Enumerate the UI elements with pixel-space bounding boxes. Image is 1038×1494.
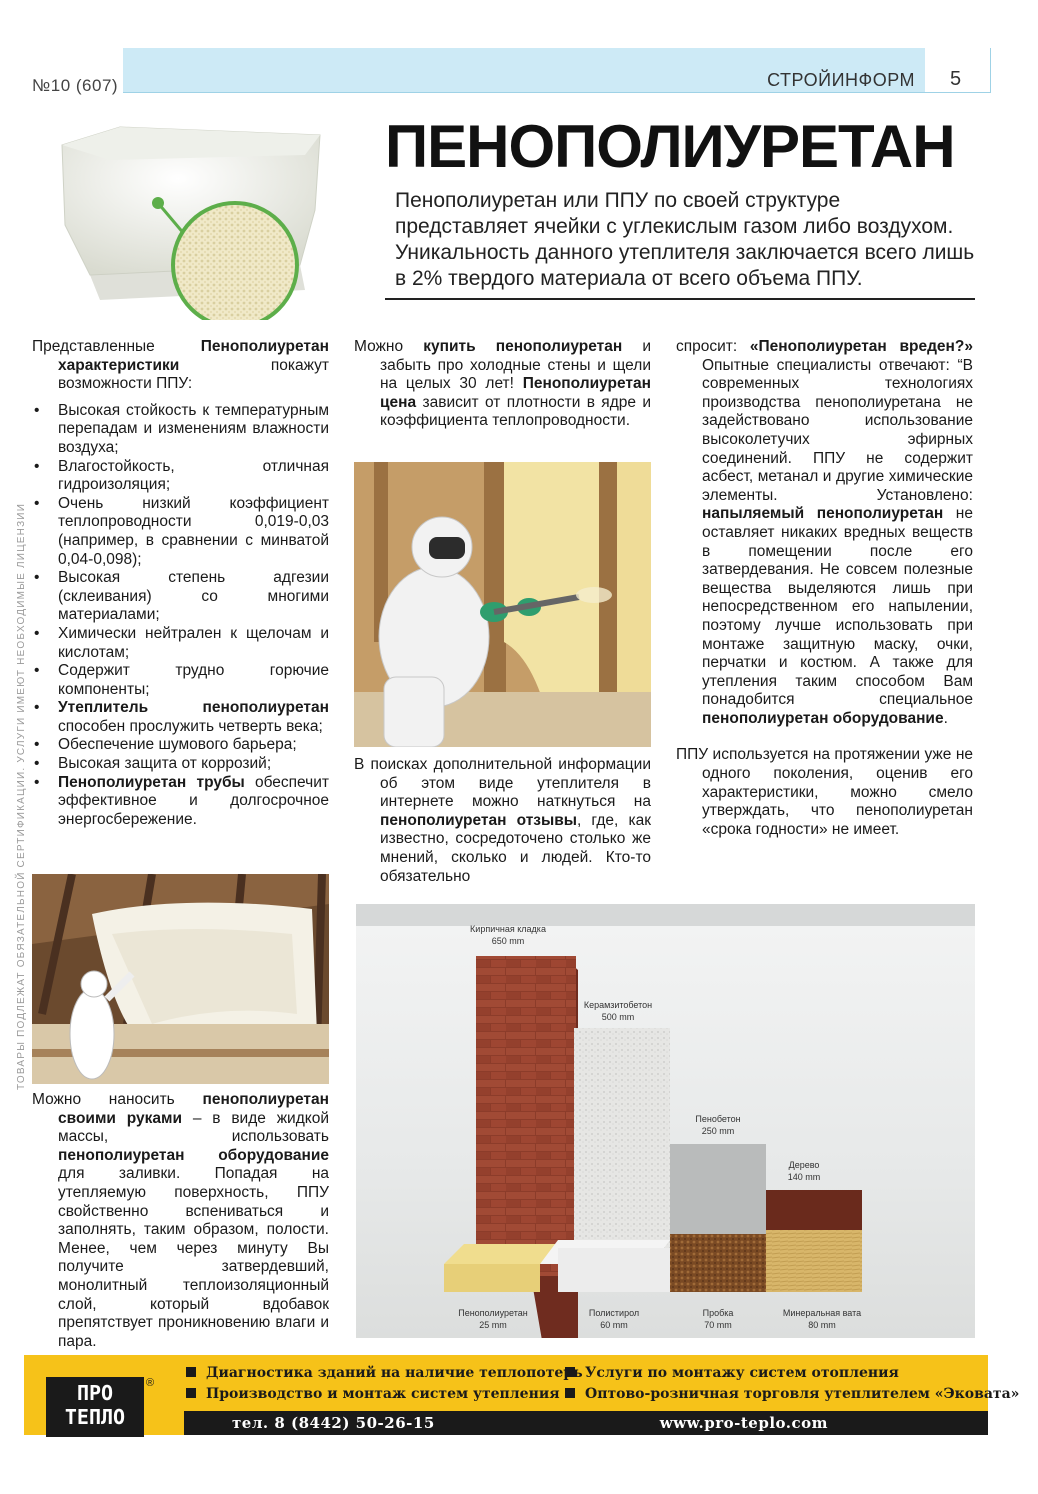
header-divider (990, 48, 991, 92)
thermal-conductivity-infographic (356, 904, 975, 1338)
ad-contact-strip (184, 1411, 988, 1435)
label-cork-size: 70 mm (704, 1320, 732, 1330)
spray-worker-photo (354, 462, 651, 747)
ad-service-2: Услуги по монтажу систем отопления (565, 1365, 899, 1381)
logo-area (38, 1365, 155, 1429)
characteristics-intro (32, 338, 329, 394)
infographic-title-strip (356, 904, 975, 926)
column-1 (32, 338, 329, 829)
label-ppu: Пенополиуретан (458, 1308, 528, 1318)
reviews-paragraph: В поисках дополнительной информации об этом виде утеплителя в интернете можно наткнуться на пенополиуретан отзывы, где, как известно, сосредоточено столько же мнений, сколько и людей. Кто-то обязательно (354, 756, 651, 885)
pro-teplo-logo (46, 1377, 144, 1437)
ad-service-1: Диагностика зданий на наличие теплопотерь (186, 1365, 583, 1381)
cork-block (670, 1234, 766, 1292)
label-expanded-clay-size: 500 mm (601, 1012, 635, 1022)
list-item: • Влагостойкость, отличная гидроизоляция; (32, 458, 329, 495)
foam-sample-image (50, 115, 350, 320)
label-polystyrene: Полистирол (588, 1308, 640, 1318)
rubric-title: СТРОЙИНФОРМ (767, 70, 915, 90)
article-title: ПЕНОПОЛИУРЕТАН (385, 113, 955, 180)
ad-phone: тел. 8 (8442) 50-26-15 (232, 1414, 435, 1432)
list-item: • Обеспечение шумового барьера; (32, 736, 329, 755)
column-3 (676, 338, 973, 839)
longevity-paragraph: ППУ используется на протяжении уже не одного поколения, оценив его характеристики, можно смело утверждать, что пенополиуретан «срока годности» не имеет. (676, 746, 973, 838)
label-ppu-size: 25 mm (479, 1320, 507, 1330)
pro-teplo-advertisement (24, 1355, 1020, 1435)
list-item: • Очень низкий коэффициент теплопроводности 0,019-0,03 (например, в сравнении с минватой 0,04-0,098); (32, 495, 329, 569)
intro-text-2: покажут возможности ППУ: (58, 356, 329, 393)
wood-block (766, 1190, 862, 1232)
label-wood-size: 140 mm (787, 1172, 821, 1182)
logo-line-2: ТЕПЛО (64, 1405, 126, 1429)
label-mineral-wool: Минеральная вата (782, 1308, 862, 1318)
label-foam-concrete: Пенобетон (695, 1114, 741, 1124)
side-certification-note: ТОВАРЫ ПОДЛЕЖАТ ОБЯЗАТЕЛЬНОЙ СЕРТИФИКАЦИИ. УСЛУГИ ИМЕЮТ НЕОБХОДИМЫЕ ЛИЦЕНЗИИ (16, 502, 27, 1090)
list-item: • Пенополиуретан трубы обеспечит эффективное и долгосрочное энергосбережение. (32, 774, 329, 830)
column-2-top (354, 338, 651, 431)
mineral-wool-block (766, 1230, 862, 1292)
buy-paragraph: Можно купить пенополиуретан и забыть про холодные стены и щели на целых 30 лет! Пенополиуретан цена зависит от плотности в ядре и коэффициента теплопроводности. (354, 338, 651, 430)
intro-bold: Пенополиуретан характеристики (58, 338, 329, 374)
list-item: • Высокая защита от коррозий; (32, 755, 329, 774)
expanded-clay-block (574, 1028, 670, 1254)
column-1-bottom (32, 1091, 329, 1351)
list-item: • Высокая стойкость к температурным перепадам и изменениям влажности воздуха; (32, 402, 329, 458)
label-brick-size: 650 mm (491, 936, 525, 946)
label-mineral-wool-size: 80 mm (808, 1320, 836, 1330)
list-item: • Химически нейтрален к щелочам и кислотам; (32, 625, 329, 662)
article-lead: Пенополиуретан или ППУ по своей структуре представляет ячейки с углекислым газом либо воздухом. Уникальность данного утеплителя заключается всего лишь в 2% твердого материала от всего объема ППУ. (395, 189, 975, 290)
harm-paragraph: спросит: «Пенополиуретан вреден?» Опытные специалисты отвечают: “В современных технологиях производства пенополиуретана не задействовано использование высоколетучих эфирных соединений. ППУ не содержит асбест, метанал и другие химические элементы. Установлено: напыляемый пенополиуретан не оставляет никаких вредных веществ в помещении после его затвердевания. Не совсем полезные вещества выделяются лишь при непосредственном его напылении, поэтому лучше использовать при монтаже защитную маску, очки, перчатки и костюм. А также для утепления таким способом Вам понадобится специальное пенополиуретан оборудование. (676, 338, 973, 727)
attic-spray-photo (32, 874, 329, 1084)
brick-block (476, 956, 576, 1276)
list-item: • Утеплитель пенополиуретан способен прослужить четверть века; (32, 699, 329, 736)
registered-mark: ® (146, 1377, 155, 1389)
label-brick: Кирпичная кладка (470, 924, 546, 934)
label-foam-concrete-size: 250 mm (701, 1126, 735, 1136)
lead-rule (385, 298, 975, 300)
list-item: • Высокая степень адгезии (склеивания) со многими материалами; (32, 569, 329, 625)
characteristics-list (32, 402, 329, 830)
label-polystyrene-size: 60 mm (600, 1320, 628, 1330)
logo-line-1: ПРО (76, 1381, 114, 1405)
column-2-bottom (354, 756, 651, 886)
infographic-drawing (356, 904, 975, 1338)
header-rule (123, 92, 991, 93)
diy-paragraph: Можно наносить пенополиуретан своими руками – в виде жидкой массы, использовать пенополиуретан оборудование для заливки. Попадая на утепляемую поверхность, ППУ свойственно вспениваться и заполнять, таким образом, полости. Менее, чем через минуту Вы получите затвердевший, монолитный теплоизоляционный слой, который вдобавок препятствует проникновению влаги и пара. (32, 1091, 329, 1350)
polystyrene-block (558, 1248, 670, 1292)
label-wood: Дерево (788, 1160, 820, 1170)
label-expanded-clay: Керамзитобетон (583, 1000, 653, 1010)
issue-number: №10 (607) (32, 76, 119, 95)
intro-text: Представленные (32, 338, 201, 355)
ad-website-link[interactable]: www.pro-teplo.com (659, 1414, 828, 1432)
ppu-block (444, 1264, 540, 1292)
header-rubric-wrap (123, 48, 925, 93)
ad-service-4: Оптово-розничная торговля утеплителем «Эковата» (565, 1386, 1019, 1402)
ad-service-3: Производство и монтаж систем утепления (186, 1386, 560, 1402)
page-number: 5 (950, 68, 962, 90)
list-item: • Содержит трудно горючие компоненты; (32, 662, 329, 699)
label-cork: Пробка (702, 1308, 734, 1318)
